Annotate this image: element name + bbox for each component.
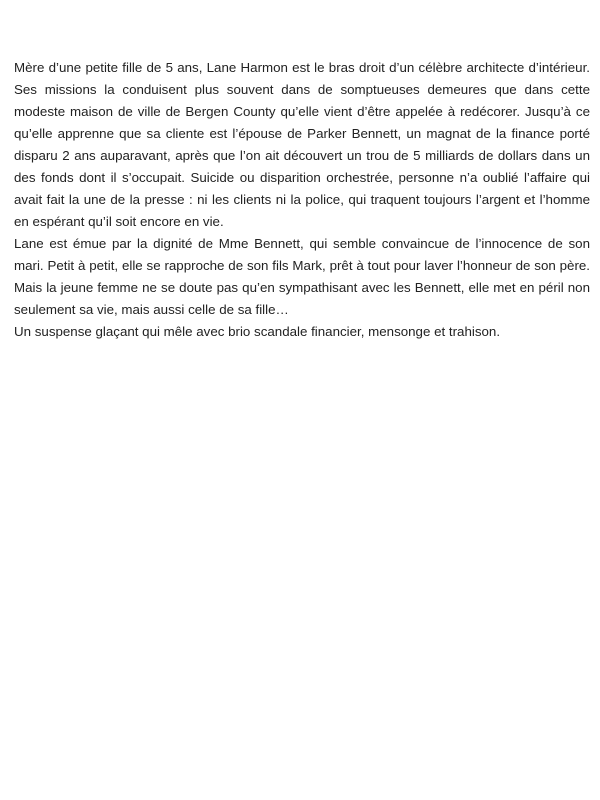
- description-paragraph-1: Mère d’une petite fille de 5 ans, Lane Harmon est le bras droit d’un célèbre architecte d’intérieur. Ses missions la conduisent plus souvent dans de somptueuses demeures que dans cette modeste maison de ville de Bergen County qu’elle vient d’être appelée à redécorer. Jusqu’à ce qu’elle apprenne que sa cliente est l’épouse de Parker Bennett, un magnat de la finance porté disparu 2 ans auparavant, après que l’on ait découvert un trou de 5 milliards de dollars dans un des fonds dont il s’occupait. Suicide ou disparition orchestrée, personne n’a oublié l’affaire qui avait fait la une de la presse : ni les clients ni la police, qui traquent toujours l’argent et l’homme en espérant qu’il soit encore en vie.: [14, 60, 590, 229]
- book-description: [14, 57, 590, 343]
- description-paragraph-2: Lane est émue par la dignité de Mme Bennett, qui semble convaincue de l’innocence de son mari. Petit à petit, elle se rapproche de son fils Mark, prêt à tout pour laver l’honneur de son père. Mais la jeune femme ne se doute pas qu’en sympathisant avec les Bennett, elle met en péril non seulement sa vie, mais aussi celle de sa fille…: [14, 236, 590, 317]
- description-paragraph-3: Un suspense glaçant qui mêle avec brio scandale financier, mensonge et trahison.: [14, 324, 501, 339]
